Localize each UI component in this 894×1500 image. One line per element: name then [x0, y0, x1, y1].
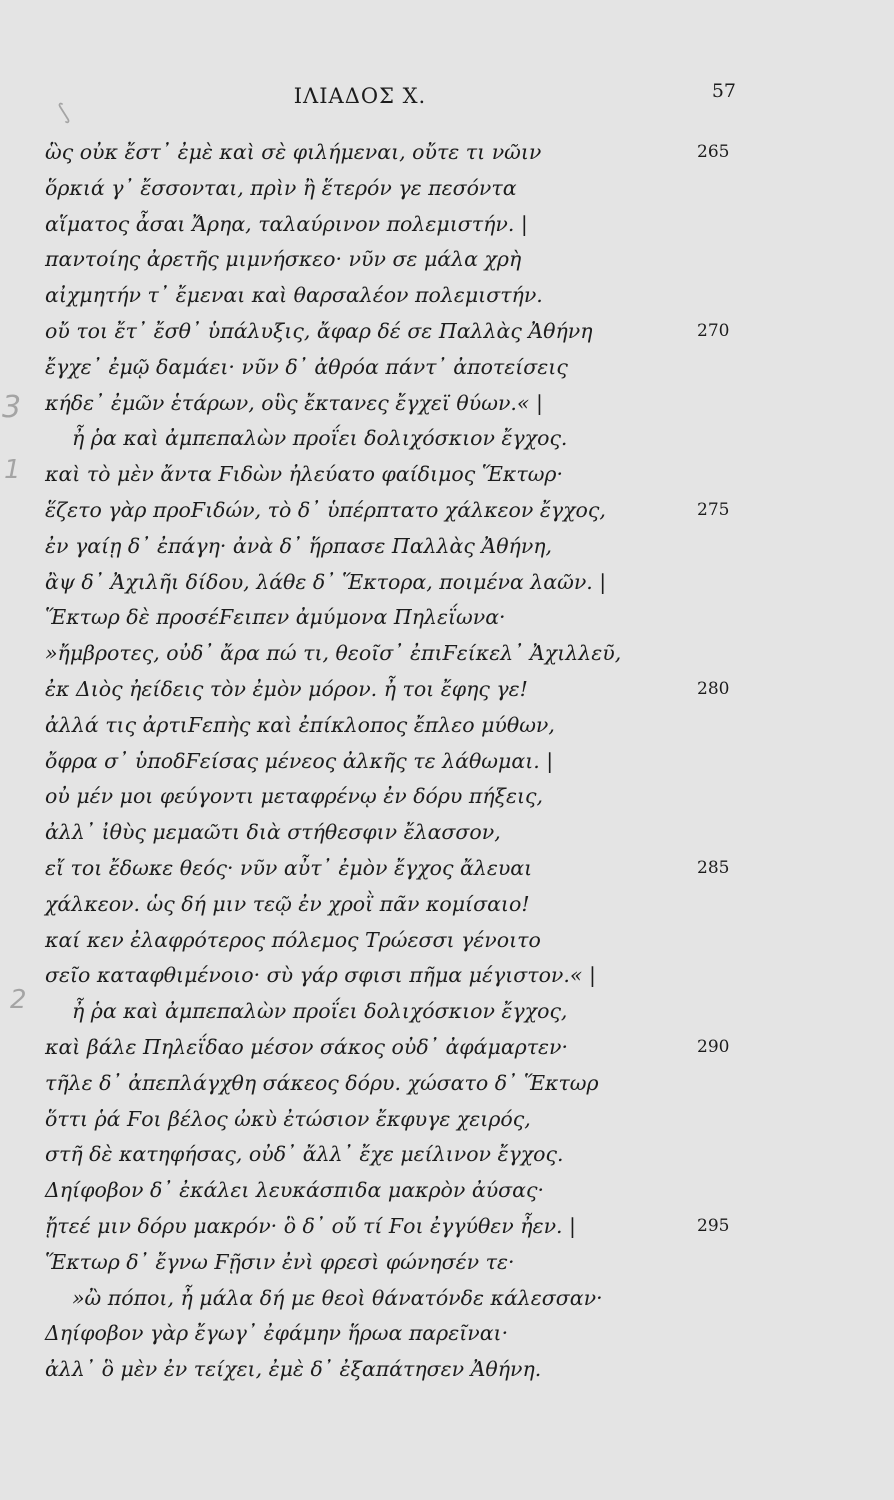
verse-line: [0, 958, 894, 994]
verse-line: [0, 708, 894, 744]
verse-text: ἂψ δ᾽ Ἀχιλῆι δίδου, λάθε δ᾽ Ἕκτορα, ποιμένα λαῶν. |: [45, 569, 607, 594]
line-number: 265: [697, 142, 730, 162]
verse-line: [0, 1316, 894, 1352]
verse-line: [0, 350, 894, 386]
line-number: 280: [697, 678, 730, 699]
verse-line: [0, 744, 894, 780]
verse-line: [0, 386, 894, 422]
verse-text: ἐν γαίῃ δ᾽ ἐπάγη· ἀνὰ δ᾽ ἥρπασε Παλλὰς Ἀθήνη,: [45, 533, 553, 558]
verse-line: [0, 529, 894, 565]
verse-line: [0, 457, 894, 493]
verse-line: [0, 1281, 894, 1317]
verse-line: [0, 207, 894, 243]
pencil-marginalia: 1: [4, 455, 21, 485]
verse-text: ἕζετο γὰρ προϜιδών, τὸ δ᾽ ὑπέρπτατο χάλκεον ἔγχος,: [45, 497, 606, 522]
verse-line: [0, 242, 894, 278]
verse-text: σεῖο καταφθιμένοιο· σὺ γάρ σφισι πῆμα μέγιστον.« |: [45, 963, 596, 988]
verse-text: παντοίης ἀρετῆς μιμνήσκεο· νῦν σε μάλα χρὴ: [45, 247, 522, 272]
verse-text: ἀλλ᾽ ὃ μὲν ἐν τείχει, ἐμὲ δ᾽ ἐξαπάτησεν Ἀθήνη.: [45, 1357, 542, 1382]
verse-text: ἀλλ᾽ ἰθὺς μεμαῶτι διὰ στήθεσφιν ἔλασσον,: [45, 820, 501, 845]
running-head-title: ΙΛΙΑΔΟΣ Χ.: [293, 84, 427, 108]
pencil-marginalia: 3: [2, 390, 22, 425]
verse-line: [0, 887, 894, 923]
verse-line: [0, 421, 894, 457]
verse-line: [0, 1102, 894, 1138]
verse-text: ᾔτεέ μιν δόρυ μακρόν· ὃ δ᾽ οὔ τί Ϝοι ἐγγύθεν ἦεν. |: [45, 1213, 576, 1238]
verse-text: ἦ ῥα καὶ ἀμπεπαλὼν προΐει δολιχόσκιον ἔγχος.: [72, 426, 568, 451]
verse-text: καί κεν ἐλαφρότερος πόλεμος Τρώεσσι γένοιτο: [45, 927, 541, 952]
verse-text: κήδε᾽ ἐμῶν ἑτάρων, οὓς ἔκτανες ἔγχεϊ θύων.« |: [45, 390, 543, 415]
verse-line: [0, 1209, 894, 1245]
verse-text: καὶ βάλε Πηλεΐδαο μέσον σάκος οὐδ᾽ ἀφάμαρτεν·: [45, 1034, 569, 1059]
verse-text: ὣς οὐκ ἔστ᾽ ἐμὲ καὶ σὲ φιλήμεναι, οὔτε τι νῶιν: [45, 140, 542, 164]
verse-text: Δηίφοβον γὰρ ἔγωγ᾽ ἐφάμην ἥρωα παρεῖναι·: [45, 1321, 509, 1346]
verse-line: [0, 851, 894, 887]
verse-line: [0, 314, 894, 350]
verse-line: [0, 135, 894, 171]
pencil-marginalia: ∫: [51, 98, 76, 127]
verse-text: ἀλλά τις ἀρτιϜεπὴς καὶ ἐπίκλοπος ἔπλεο μύθων,: [45, 712, 555, 737]
verse-text: ἔγχε᾽ ἐμῷ δαμάει· νῦν δ᾽ ἀθρόα πάντ᾽ ἀποτείσεις: [45, 354, 568, 379]
line-number: 290: [697, 1036, 730, 1057]
verse-text: καὶ τὸ μὲν ἄντα Ϝιδὼν ἠλεύατο φαίδιμος Ἕκτωρ·: [45, 462, 563, 487]
line-number: 295: [697, 1215, 730, 1236]
verse-text: εἴ τοι ἔδωκε θεός· νῦν αὖτ᾽ ἐμὸν ἔγχος ἄλευαι: [45, 855, 533, 880]
verse-text: ὅττι ῥά Ϝοι βέλος ὠκὺ ἐτώσιον ἔκφυγε χειρός,: [45, 1106, 531, 1131]
verse-text: αἵματος ἆσαι Ἄρηα, ταλαύρινον πολεμιστήν. |: [45, 211, 528, 236]
verse-text: αἰχμητήν τ᾽ ἔμεναι καὶ θαρσαλέον πολεμιστήν.: [45, 283, 543, 308]
verse-text: χάλκεον. ὡς δή μιν τεῷ ἐν χροῒ πᾶν κομίσαιο!: [45, 891, 530, 916]
verse-text: Ἕκτωρ δ᾽ ἔγνω Ϝῇσιν ἐνὶ φρεσὶ φώνησέν τε·: [45, 1249, 515, 1274]
verse-text: Δηίφοβον δ᾽ ἐκάλει λευκάσπιδα μακρὸν ἀύσας·: [45, 1178, 545, 1203]
verse-text: ἦ ῥα καὶ ἀμπεπαλὼν προΐει δολιχόσκιον ἔγχος,: [72, 999, 568, 1024]
verse-line: [0, 1137, 894, 1173]
page-number: 57: [711, 80, 736, 102]
verse-text: οὐ μέν μοι φεύγοντι μεταφρένῳ ἐν δόρυ πήξεις,: [45, 784, 543, 809]
verse-text: ἐκ Διὸς ἠείδεις τὸν ἐμὸν μόρον. ἦ τοι ἔφης γε!: [45, 676, 528, 701]
verse-line: [0, 923, 894, 959]
verse-text: Ἕκτωρ δὲ προσέϜειπεν ἀμύμονα Πηλεΐωνα·: [45, 605, 506, 630]
verse-line: [0, 1352, 894, 1388]
line-number: 275: [697, 499, 730, 520]
verse-line: [0, 1173, 894, 1209]
verse-line: [0, 994, 894, 1030]
line-number: 285: [697, 857, 730, 878]
verse-line: [0, 672, 894, 708]
verse-text: »ὢ πόποι, ἦ μάλα δή με θεοὶ θάνατόνδε κάλεσσαν·: [72, 1285, 603, 1310]
verse-text: ὄφρα σ᾽ ὑποδϜείσας μένεος ἀλκῆς τε λάθωμαι. |: [45, 748, 554, 773]
pencil-marginalia: 2: [10, 985, 27, 1015]
verse-line: [0, 600, 894, 636]
verse-line: [0, 1245, 894, 1281]
verse-line: [0, 1030, 894, 1066]
verse-line: [0, 1066, 894, 1102]
verse-text: τῆλε δ᾽ ἀπεπλάγχθη σάκεος δόρυ. χώσατο δ᾽ Ἕκτωρ: [45, 1070, 599, 1095]
verse-line: [0, 278, 894, 314]
verse-text: στῆ δὲ κατηφήσας, οὐδ᾽ ἄλλ᾽ ἔχε μείλινον ἔγχος.: [45, 1142, 564, 1167]
line-number: 270: [697, 320, 730, 341]
verse-line: [0, 779, 894, 815]
verse-line: [0, 493, 894, 529]
verse-text: ὅρκιά γ᾽ ἔσσονται, πρὶν ἢ ἕτερόν γε πεσόντα: [45, 175, 517, 200]
verse-line: [0, 171, 894, 207]
verse-line: [0, 815, 894, 851]
verse-text: οὔ τοι ἔτ᾽ ἔσθ᾽ ὑπάλυξις, ἄφαρ δέ σε Παλλὰς Ἀθήνη: [45, 318, 593, 343]
verse-line: [0, 565, 894, 601]
verse-text-block: [0, 135, 894, 1388]
verse-line: [0, 636, 894, 672]
verse-text: »ἤμβροτες, οὐδ᾽ ἄρα πώ τι, θεοῖσ᾽ ἐπιϜείκελ᾽ Ἀχιλλεῦ,: [45, 641, 622, 666]
